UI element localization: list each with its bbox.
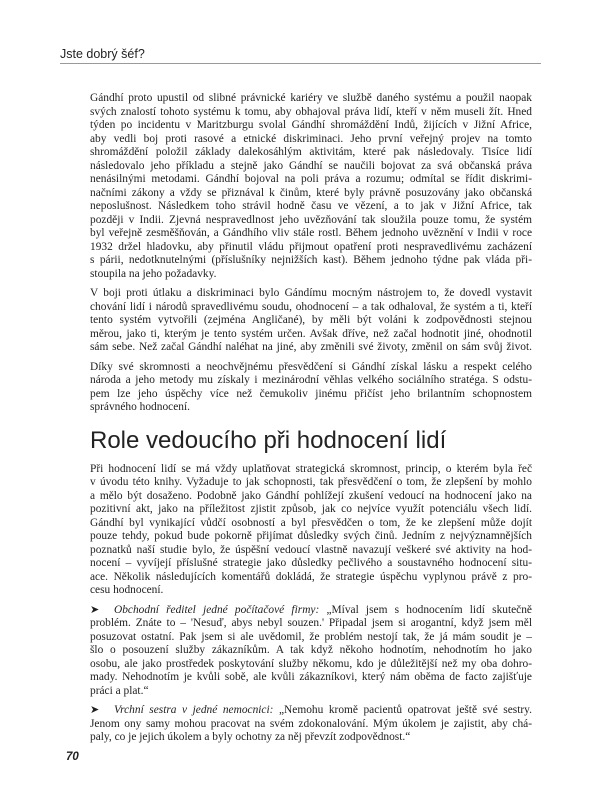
text-line: Gándhí byl vynikající vůdčí osobností a byl přesvědčen o tom, že ke zlepšení může dojít xyxy=(90,516,532,529)
text-line: mady. Nehodnotím je kvůli sobě, ale kvůli zákazníkovi, který nám oběma de facto zajišťuje xyxy=(90,671,532,683)
text-line: ace. Několik následujících komentářů dokládá, že strategie úspěchu vyplynou právě z pro- xyxy=(90,570,532,583)
text-line: nenásilnými metodami. Gándhí bojoval na poli práva a rozumu; odmítal se řídit diskrimi- xyxy=(90,173,532,185)
text-line: s párii, nedotknutelnými (příslušníky nejnižších kast). Během jednoho týdne pak vláda při- xyxy=(90,254,532,266)
text-line: Při hodnocení lidí se má vždy uplatňovat strategická skromnost, princip, o kterém byla řeč xyxy=(90,462,532,475)
text-line: měrou, jako ti, kterým je tento systém určen. Avšak dříve, než začal hodnotit jiné, ohodnotil xyxy=(90,327,532,340)
text-line: pouze tehdy, pokud bude pokorně přijímat důsledky svých činů. Jedním z nejvýznamnějších xyxy=(90,530,532,542)
text-line xyxy=(90,604,532,618)
text-line: a mělo být dosaženo. Podobně jako Gándhí pohlížejí zkušení vedoucí na hodnocení jako na xyxy=(90,489,532,502)
running-head: Jste dobrý šéf? xyxy=(60,47,145,61)
text-line: osobu, ale jako prostředek poskytování služby někomu, kdo je důležitější než my oba dohro- xyxy=(90,657,532,670)
text-line: pozitivní akt, jako na příležitost zjistit způsob, jak co nejvíce využít potenciálu všech lidí. xyxy=(90,503,532,515)
text-line: cesu hodnocení. xyxy=(90,584,164,596)
text-line: Gándhí proto upustil od slibné právnické kariéry ve službě daného systému a použil naopak xyxy=(90,92,532,104)
arrowhead-right-icon: ➤ xyxy=(90,704,100,716)
body-text-top xyxy=(90,92,532,415)
text-line: svých znalostí tohoto systému k tomu, aby obhajoval práva lidí, kteří v něm museli žít. Hned xyxy=(90,105,532,118)
text-line: V boji proti útlaku a diskriminaci bylo Gándímu mocným nástrojem to, že dovedl vystavit xyxy=(90,287,532,299)
quote-speaker: Vrchní sestra v jedné nemocnici: xyxy=(114,704,274,716)
paragraph xyxy=(90,361,532,415)
arrowhead-right-icon: ➤ xyxy=(90,603,100,616)
text-line: správného hodnocení. xyxy=(90,401,190,413)
text-line: paly, co je jejich úkolem a byly ochotny za něj převzít zodpovědnost.“ xyxy=(90,731,411,743)
paragraph xyxy=(90,92,532,281)
text-line: tento systém vytvořili (zejména Angličané), by měli být voláni k zodpovědnosti stejnou xyxy=(90,314,532,326)
text-line: neposlušnost. Následkem toho strávil hodně času ve vězení, a to jak v Jižní Africe, tak xyxy=(90,200,532,212)
text-line: stoupila na jeho požadavky. xyxy=(90,267,217,280)
text-line: týden po incidentu v Maritzburgu svolal Gándhí shromáždění Indů, žijících v Jižní Africe, xyxy=(90,119,532,131)
text-line: načními zákony a vždy se přiznával k činům, které byly právně posuzovány jako občanská xyxy=(90,186,532,199)
text-line: šlo o posouzení služby zákazníkům. A tak když někoho hodnotím, nehodnotím ho jako xyxy=(90,644,532,656)
header-rule xyxy=(60,63,541,64)
text-line: Díky své skromnosti a neochvějnému přesvědčení si Gándhí získal lásku a respekt celého xyxy=(90,360,532,373)
body-text-bottom xyxy=(90,463,532,598)
text-line: byl veřejně zesměšňován, a Gándhího vliv stále rostl. Během jednoho uvěznění v Indii v roce xyxy=(90,227,532,239)
quote-item xyxy=(90,604,532,699)
quote-list xyxy=(90,604,532,745)
text-line: nocení – vyvíjejí příslušné strategie jako důsledky pečlivého a soustavného hodnocení situ- xyxy=(90,557,532,569)
text-line: v úvodu této knihy. Vyžaduje to jak schopnosti, tak přesvědčení o tom, že zlepšení by mohlo xyxy=(90,476,532,488)
text-line: práci a plat.“ xyxy=(90,684,149,697)
paragraph xyxy=(90,463,532,598)
text-line: poznatků naší studie bylo, že úspěšní vedoucí vlastně navazují veškeré své aktivity na hod- xyxy=(90,543,532,556)
text-line: posuzovat ostatní. Pak jsem si ale uvědomil, že problém nestojí tak, že já mám soudit je – xyxy=(90,630,532,643)
text-line: problém. Znáte to – 'Nesuď, abys nebyl souzen.' Připadal jsem si arogantní, když jsem měl xyxy=(90,617,532,629)
text-line: chování lidí i národů spravedlivému soudu, ohodnocení – a tak odhaloval, že systém a ti, kteří xyxy=(90,300,532,313)
text-line: shromáždění položil základy dalekosáhlým aktivitám, které pak následovaly. Tisíce lidí xyxy=(90,146,532,158)
quote-text: „Míval jsem s hodnocením lidí skutečně xyxy=(326,603,532,616)
section-heading: Role vedoucího při hodnocení lidí xyxy=(90,426,447,454)
page-number: 70 xyxy=(66,751,79,763)
text-line: později v Indii. Zjevná nespravedlnost jeho uvězňování tak sloužila pouze tomu, že systém xyxy=(90,213,532,226)
text-line: sám sebe. Než začal Gándhí naléhat na jiné, aby změnili své životy, změnil on sám svůj život. xyxy=(90,341,532,353)
text-line: pem lze jeho úspěchy více než čemukoliv jinému přičíst jeho brilantním schopnostem xyxy=(90,387,532,400)
paragraph xyxy=(90,287,532,355)
quote-text: „Nemohu kromě pacientů opatrovat ještě své sestry. xyxy=(279,704,532,716)
page-content xyxy=(90,92,532,751)
quote-speaker: Obchodní ředitel jedné počítačové firmy: xyxy=(114,603,320,616)
quote-item xyxy=(90,704,532,745)
text-line: aby vedli boj proti rasové a etnické diskriminaci. Jeho první veřejný projev na tomto xyxy=(90,132,532,145)
text-line: Jenom ony samy mohou pracovat na svém zdokonalování. Mým úkolem je zajistit, aby chá- xyxy=(90,717,532,730)
text-line: 1932 držel hladovku, aby přinutil vládu přijmout opatření proti nespravedlivému zacházení xyxy=(90,240,532,253)
text-line xyxy=(90,704,532,718)
text-line: následovalo jeho příkladu a stejně jako Gándhí se naučili bojovat za svá občanská práva xyxy=(90,159,532,172)
text-line: národa a jeho metody mu získaly i mezinárodní věhlas velkého sociálního stratéga. S odstu- xyxy=(90,374,532,386)
